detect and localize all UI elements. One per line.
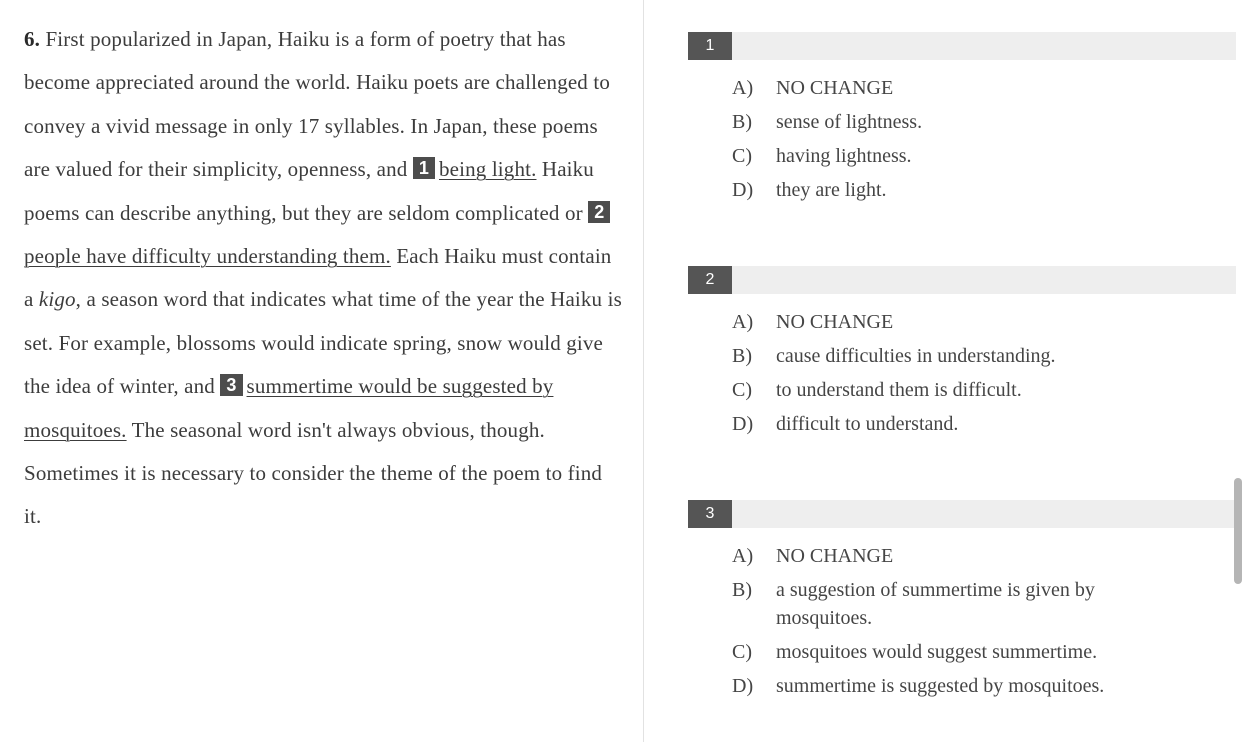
question-header-bar — [732, 32, 1236, 60]
answer-option-1a[interactable] — [732, 74, 1192, 102]
option-letter: D) — [732, 179, 754, 201]
answer-options-2 — [732, 308, 1192, 444]
option-letter: B) — [732, 111, 752, 133]
passage-mid-1: Haiku poems can describe anything, but they are seldom complicated or — [24, 157, 594, 225]
answer-options-3 — [732, 542, 1152, 706]
question-number-badge-3: 3 — [688, 500, 732, 528]
option-letter: D) — [732, 413, 754, 435]
underlined-phrase-3[interactable]: summertime would be suggested by mosquitoes. — [24, 374, 554, 442]
option-letter: A) — [732, 77, 754, 99]
column-divider — [643, 0, 644, 742]
underlined-phrase-1[interactable]: being light. — [439, 157, 537, 182]
question-block-1 — [688, 32, 1236, 201]
answer-option-3d[interactable] — [732, 672, 1152, 700]
option-text: NO CHANGE — [776, 545, 894, 567]
passage-mid-2b: , a season word that indicates what time of the year the Haiku is set. For example, blossoms would indicate spring, snow would give the idea of winter, and — [24, 287, 622, 399]
answer-option-2a[interactable] — [732, 308, 1192, 336]
underlined-phrase-2[interactable]: people have difficulty understanding them. — [24, 244, 391, 269]
option-text: to understand them is difficult. — [776, 379, 1022, 401]
question-marker-1[interactable]: 1 — [413, 157, 435, 179]
answer-option-2c[interactable] — [732, 376, 1192, 404]
question-block-2 — [688, 266, 1236, 435]
answer-option-3a[interactable] — [732, 542, 1152, 570]
option-text: NO CHANGE — [776, 77, 894, 99]
answer-options-1 — [732, 74, 1192, 210]
option-letter: B) — [732, 579, 752, 601]
question-header-2 — [688, 266, 1236, 294]
kigo-term: kigo — [38, 287, 76, 312]
question-number: 6. — [24, 27, 41, 51]
question-marker-2[interactable]: 2 — [588, 201, 610, 223]
option-text: a suggestion of summertime is given by mosquitoes. — [776, 579, 1095, 629]
option-letter: C) — [732, 145, 752, 167]
option-text: sense of lightness. — [776, 111, 923, 133]
question-number-badge-1: 1 — [688, 32, 732, 60]
question-header-1 — [688, 32, 1236, 60]
passage-mid-2a: Each Haiku must contain a — [24, 244, 612, 312]
question-block-3 — [688, 500, 1236, 697]
option-text: having lightness. — [776, 145, 912, 167]
option-letter: A) — [732, 311, 754, 333]
answer-option-1b[interactable] — [732, 108, 1192, 136]
question-header-bar — [732, 266, 1236, 294]
question-marker-3[interactable]: 3 — [220, 374, 242, 396]
option-letter: A) — [732, 545, 754, 567]
option-text: summertime is suggested by mosquitoes. — [776, 675, 1105, 697]
passage-intro: First popularized in Japan, Haiku is a form of poetry that has become appreciated around the world. Haiku poets are challenged to convey a vivid message in only 17 syllables. In Japan, these poems are valued for their simplicity, openness, and — [24, 27, 610, 182]
passage-end: The seasonal word isn't always obvious, though. Sometimes it is necessary to consider the theme of the poem to find it. — [24, 417, 603, 529]
answer-option-3b[interactable] — [732, 576, 1152, 632]
option-letter: B) — [732, 345, 752, 367]
option-letter: C) — [732, 379, 752, 401]
question-number-badge-2: 2 — [688, 266, 732, 294]
answer-option-3c[interactable] — [732, 638, 1152, 666]
passage-text — [24, 18, 624, 539]
answer-option-1d[interactable] — [732, 176, 1192, 204]
option-text: they are light. — [776, 179, 887, 201]
answer-option-2d[interactable] — [732, 410, 1192, 438]
option-text: difficult to understand. — [776, 413, 959, 435]
question-header-bar — [732, 500, 1236, 528]
option-letter: C) — [732, 641, 752, 663]
option-text: NO CHANGE — [776, 311, 894, 333]
option-text: mosquitoes would suggest summertime. — [776, 641, 1098, 663]
option-letter: D) — [732, 675, 754, 697]
option-text: cause difficulties in understanding. — [776, 345, 1056, 367]
scrollbar-thumb[interactable] — [1234, 478, 1242, 584]
answer-option-1c[interactable] — [732, 142, 1192, 170]
question-header-3 — [688, 500, 1236, 528]
answer-option-2b[interactable] — [732, 342, 1192, 370]
